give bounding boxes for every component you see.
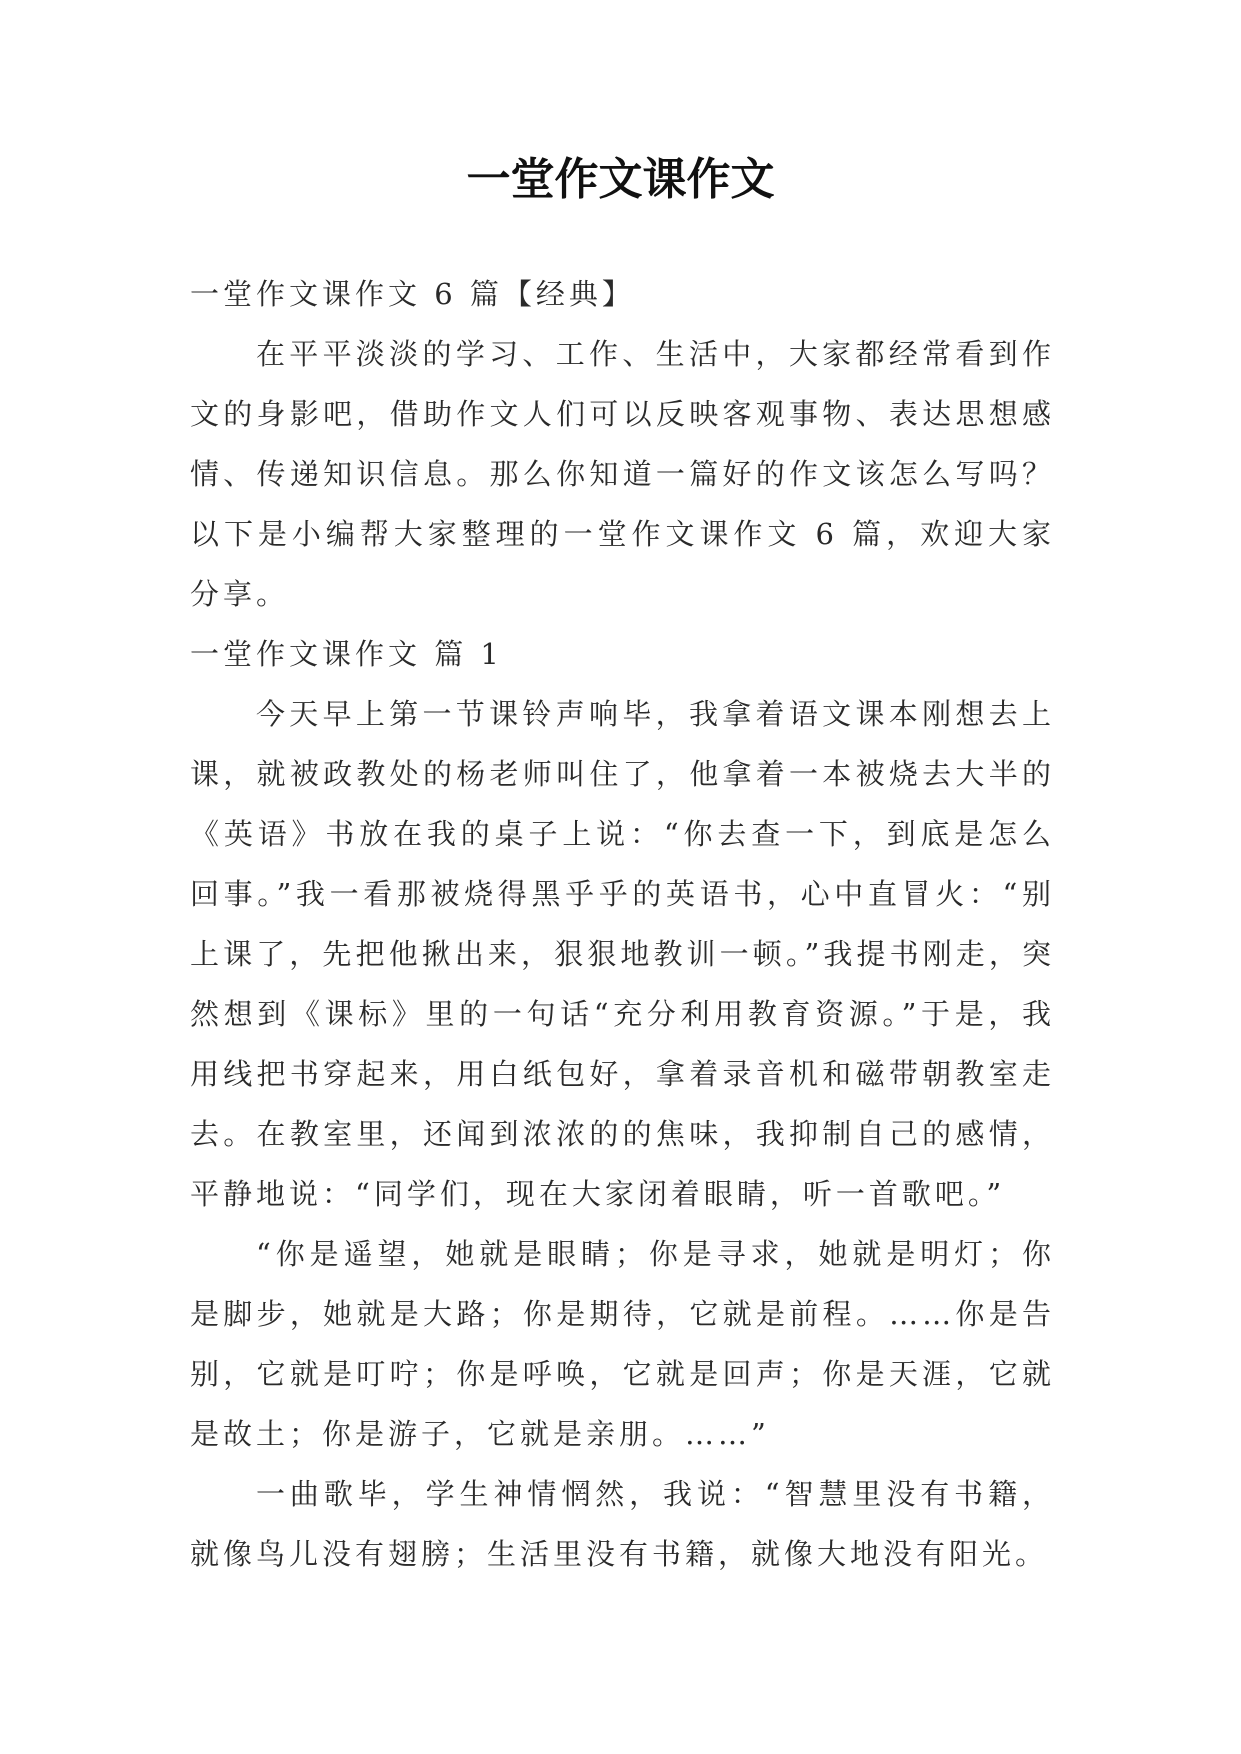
document-body [190, 264, 1055, 1584]
document-title: 一堂作文课作文 [466, 154, 775, 205]
subtitle: 一堂作文课作文 6 篇【经典】 [190, 277, 635, 311]
body-paragraph: 今天早上第一节课铃声响毕，我拿着语文课本刚想去上课，就被政教处的杨老师叫住了，他拿着一本被烧去大半的《英语》书放在我的桌子上说：“你去查一下，到底是怎么回事。”我一看那被烧得黑乎乎的英语书，心中直冒火：“别上课了，先把他揪出来，狠狠地教训一顿。”我提书刚走，突然想到《课标》里的一句话“充分利用教育资源。”于是，我用线把书穿起来，用白纸包好，拿着录音机和磁带朝教室走去。在教室里，还闻到浓浓的的焦味，我抑制自己的感情，平静地说：“同学们，现在大家闭着眼睛，听一首歌吧。” [190, 697, 1055, 1211]
intro-paragraph: 在平平淡淡的学习、工作、生活中，大家都经常看到作文的身影吧，借助作文人们可以反映客观事物、表达思想感情、传递知识信息。那么你知道一篇好的作文该怎么写吗？以下是小编帮大家整理的一堂作文课作文 6 篇，欢迎大家分享。 [190, 337, 1055, 611]
body-paragraph: “你是遥望，她就是眼睛；你是寻求，她就是明灯；你是脚步，她就是大路；你是期待，它就是前程。……你是告别，它就是叮咛；你是呼唤，它就是回声；你是天涯，它就是故土；你是游子，它就是亲朋。……” [190, 1237, 1055, 1451]
body-paragraph: 一曲歌毕，学生神情惘然，我说：“智慧里没有书籍，就像鸟儿没有翅膀；生活里没有书籍，就像大地没有阳光。 [190, 1477, 1055, 1571]
section-heading: 一堂作文课作文 篇 1 [190, 637, 503, 671]
